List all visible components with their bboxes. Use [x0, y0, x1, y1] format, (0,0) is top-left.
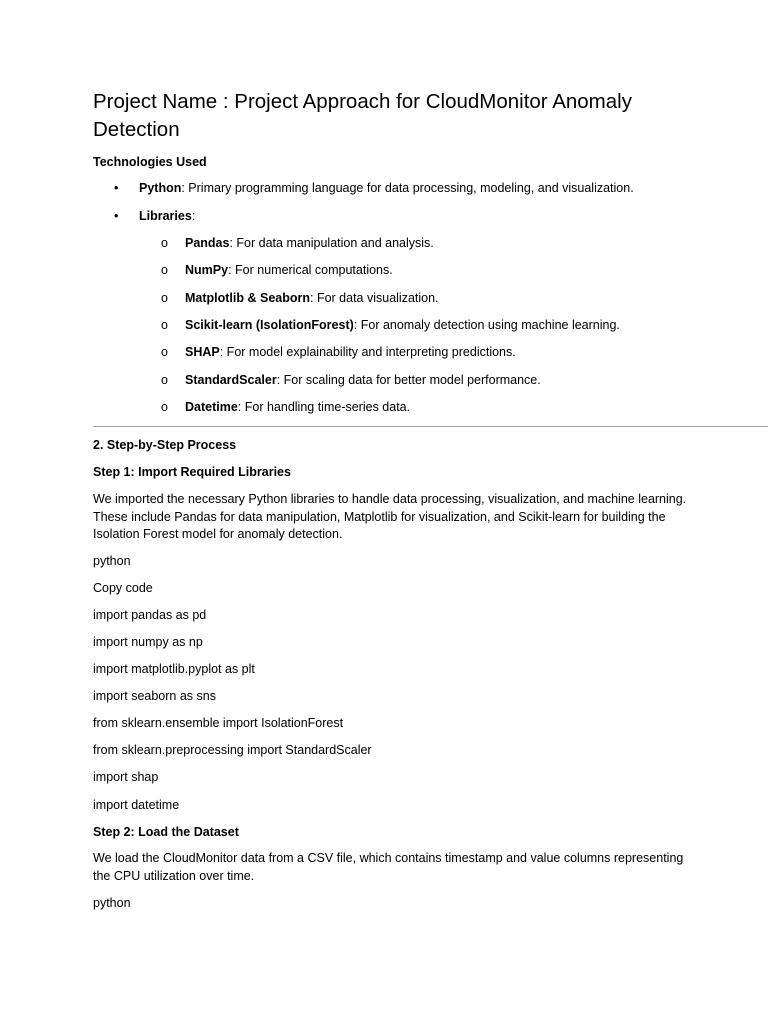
sub-bullet-marker: o: [161, 400, 168, 414]
step2-paragraph: We load the CloudMonitor data from a CSV file, which contains timestamp and value columns representing the CPU utilization over time.: [93, 851, 684, 883]
code-line: import pandas as pd: [93, 608, 207, 622]
library-term: SHAP: [185, 345, 220, 359]
library-desc: : For scaling data for better model performance.: [276, 373, 541, 387]
library-desc: : For anomaly detection using machine learning.: [353, 318, 620, 332]
sub-bullet-marker: o: [161, 345, 168, 359]
bullet-marker: •: [114, 209, 119, 223]
library-term: Datetime: [185, 400, 238, 414]
library-term: NumPy: [185, 263, 229, 277]
sub-bullet-marker: o: [161, 291, 168, 305]
bullet-desc: : Primary programming language for data processing, modeling, and visualization.: [181, 181, 634, 195]
code-line: import matplotlib.pyplot as plt: [93, 662, 255, 676]
page-title: Project Name : Project Approach for CloudMonitor Anomaly Detection: [93, 90, 632, 141]
library-term: Pandas: [185, 236, 230, 250]
library-term: StandardScaler: [185, 373, 277, 387]
step1-heading: Step 1: Import Required Libraries: [93, 465, 291, 479]
step2-heading: Step 2: Load the Dataset: [93, 825, 239, 839]
copy-code-button[interactable]: Copy code: [93, 581, 153, 595]
library-term: Scikit-learn (IsolationForest): [185, 318, 354, 332]
technologies-heading: Technologies Used: [93, 155, 207, 169]
code-line: from sklearn.ensemble import IsolationForest: [93, 716, 344, 730]
library-desc: : For data visualization.: [310, 291, 439, 305]
bullet-desc: :: [191, 209, 196, 223]
library-desc: : For numerical computations.: [228, 263, 393, 277]
code-line: import seaborn as sns: [93, 689, 216, 703]
bullet-term: Python: [139, 181, 182, 195]
section-heading-step-by-step: 2. Step-by-Step Process: [93, 438, 237, 452]
sub-bullet-marker: o: [161, 373, 168, 387]
sub-bullet-marker: o: [161, 236, 168, 250]
step1-paragraph: We imported the necessary Python libraries to handle data processing, visualization, and machine learning. These include Pandas for data manipulation, Matplotlib for visualization, and Scikit-learn for building the Isolation Forest model for anomaly detection.: [93, 492, 687, 541]
sub-bullet-marker: o: [161, 263, 168, 277]
code-line: from sklearn.preprocessing import StandardScaler: [93, 743, 372, 757]
bullet-marker: •: [114, 181, 119, 195]
library-term: Matplotlib & Seaborn: [185, 291, 310, 305]
code-line: import shap: [93, 770, 159, 784]
code-language-label: python: [93, 554, 131, 568]
bullet-term: Libraries: [139, 209, 192, 223]
library-desc: : For model explainability and interpreting predictions.: [219, 345, 516, 359]
code-line: import datetime: [93, 798, 180, 812]
code-language-label: python: [93, 896, 131, 910]
sub-bullet-marker: o: [161, 318, 168, 332]
code-line: import numpy as np: [93, 635, 203, 649]
library-desc: : For handling time-series data.: [237, 400, 411, 414]
library-desc: : For data manipulation and analysis.: [229, 236, 434, 250]
horizontal-divider: [93, 426, 768, 427]
